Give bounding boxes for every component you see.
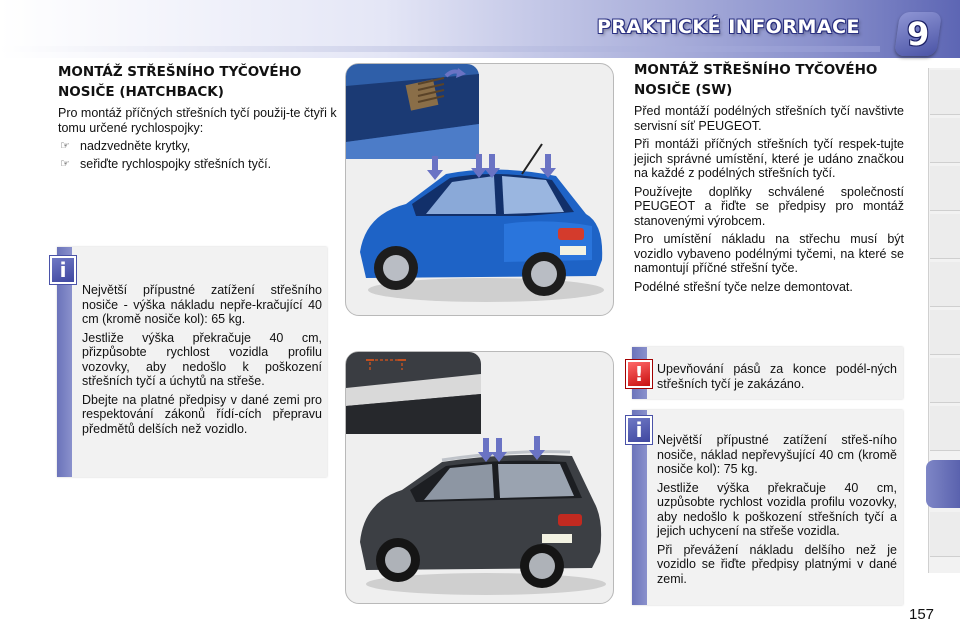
list-item: [58, 139, 338, 154]
hatchback-steps: [58, 139, 338, 171]
warning-text: Upevňování pásů za konce podél-ných střešních tyčí je zakázáno.: [657, 362, 897, 391]
chapter-tab[interactable]: [930, 406, 960, 451]
hatchback-load-info: [82, 283, 322, 440]
sw-illustration: [345, 351, 614, 604]
sw-paragraph: Před montáží podélných střešních tyčí navštivte servisní síť PEUGEOT.: [634, 104, 904, 133]
hatchback-intro: Pro montáž příčných střešních tyčí použij-te čtyři k tomu určené rychlospojky:: [58, 106, 337, 135]
pointing-hand-icon: ☞: [60, 157, 70, 170]
hatchback-illustration: [345, 63, 614, 316]
chapter-tab[interactable]: [930, 262, 960, 307]
sw-paragraph: Podélné střešní tyče nelze demontovat.: [634, 279, 853, 294]
chapter-badge: [894, 12, 942, 56]
page-number: 157: [909, 606, 935, 623]
info-paragraph: Dbejte na platné předpisy v dané zemi pro respektování zákonů řídí-cích přepravu předmětů delších než vozidlo.: [82, 392, 322, 436]
hatchback-instructions: [58, 106, 338, 174]
info-paragraph: Jestliže výška překračuje 40 cm, přizpůsobte rychlost vozidla profilu vozovky, aby nedošlo k poškození střešních tyčí a úchytů na střeše.: [82, 330, 322, 388]
step-text: nadzvedněte krytky,: [80, 139, 191, 153]
roof-clip-detail: [346, 64, 479, 159]
info-icon: i: [50, 256, 76, 284]
sw-paragraph: Používejte doplňky schválené společností PEUGEOT a řiďte se předpisy pro montáž stanovenými výrobcem.: [634, 184, 904, 228]
header-rule: [0, 46, 880, 52]
section-title-sw: MONTÁŽ STŘEŠNÍHO TYČOVÉHO NOSIČE (SW): [634, 62, 878, 98]
chapter-tab[interactable]: [930, 310, 960, 355]
info-paragraph: Jestliže výška překračuje 40 cm, uzpůsobte rychlost vozidla profilu vozovky, aby nedošlo k poškození střešních tyčí a jejich uchycení na střeše vozidla.: [657, 480, 897, 538]
info-icon: i: [626, 416, 652, 444]
sw-instructions: [634, 104, 904, 298]
sw-car: [360, 452, 606, 595]
chapter-title: PRAKTICKÉ INFORMACE: [596, 16, 860, 38]
chapter-tab[interactable]: [930, 166, 960, 211]
info-paragraph: Největší přípustné zatížení střeš-ního nosiče, náklad nepřevyšující 40 cm (kromě nosiče kol): 75 kg.: [657, 433, 897, 476]
down-arrow-icon: [427, 156, 443, 180]
chapter-tab[interactable]: [930, 70, 960, 115]
sw-load-info: [657, 433, 897, 590]
step-text: seřiďte rychlospojky střešních tyčí.: [80, 156, 272, 171]
section-title-hatchback: MONTÁŽ STŘEŠNÍHO TYČOVÉHO NOSIČE (HATCHBACK): [58, 64, 302, 100]
warning-icon: !: [626, 360, 652, 388]
info-paragraph: Při převážení nákladu delšího než je vozidlo se řiďte předpisy platnými v dané zemi.: [657, 542, 897, 586]
chapter-tab-active[interactable]: [926, 460, 960, 508]
roof-rail-detail: [346, 352, 481, 434]
sw-car-image: [346, 352, 613, 603]
chapter-number: 9: [906, 15, 930, 53]
chapter-tab[interactable]: [930, 214, 960, 259]
pointing-hand-icon: ☞: [60, 140, 70, 152]
chapter-tab[interactable]: [930, 118, 960, 163]
chapter-tab[interactable]: [930, 512, 960, 557]
info-paragraph: Největší přípustné zatížení střešního nosiče - výška nákladu nepře-kračující 40 cm (kromě nosiče kol): 65 kg.: [82, 283, 322, 326]
sw-paragraph: Při montáži příčných střešních tyčí respek-tujte jejich správné umístění, které je udáno značkou na každé z podélných střešních tyčí.: [634, 137, 904, 180]
list-item: [58, 157, 338, 172]
sw-paragraph: Pro umístění nákladu na střechu musí být vozidlo vybaveno podélnými tyčemi, na které se namontují příčné střešní tyče.: [634, 232, 904, 275]
chapter-tab[interactable]: [930, 358, 960, 403]
hatchback-car-image: [346, 64, 613, 315]
